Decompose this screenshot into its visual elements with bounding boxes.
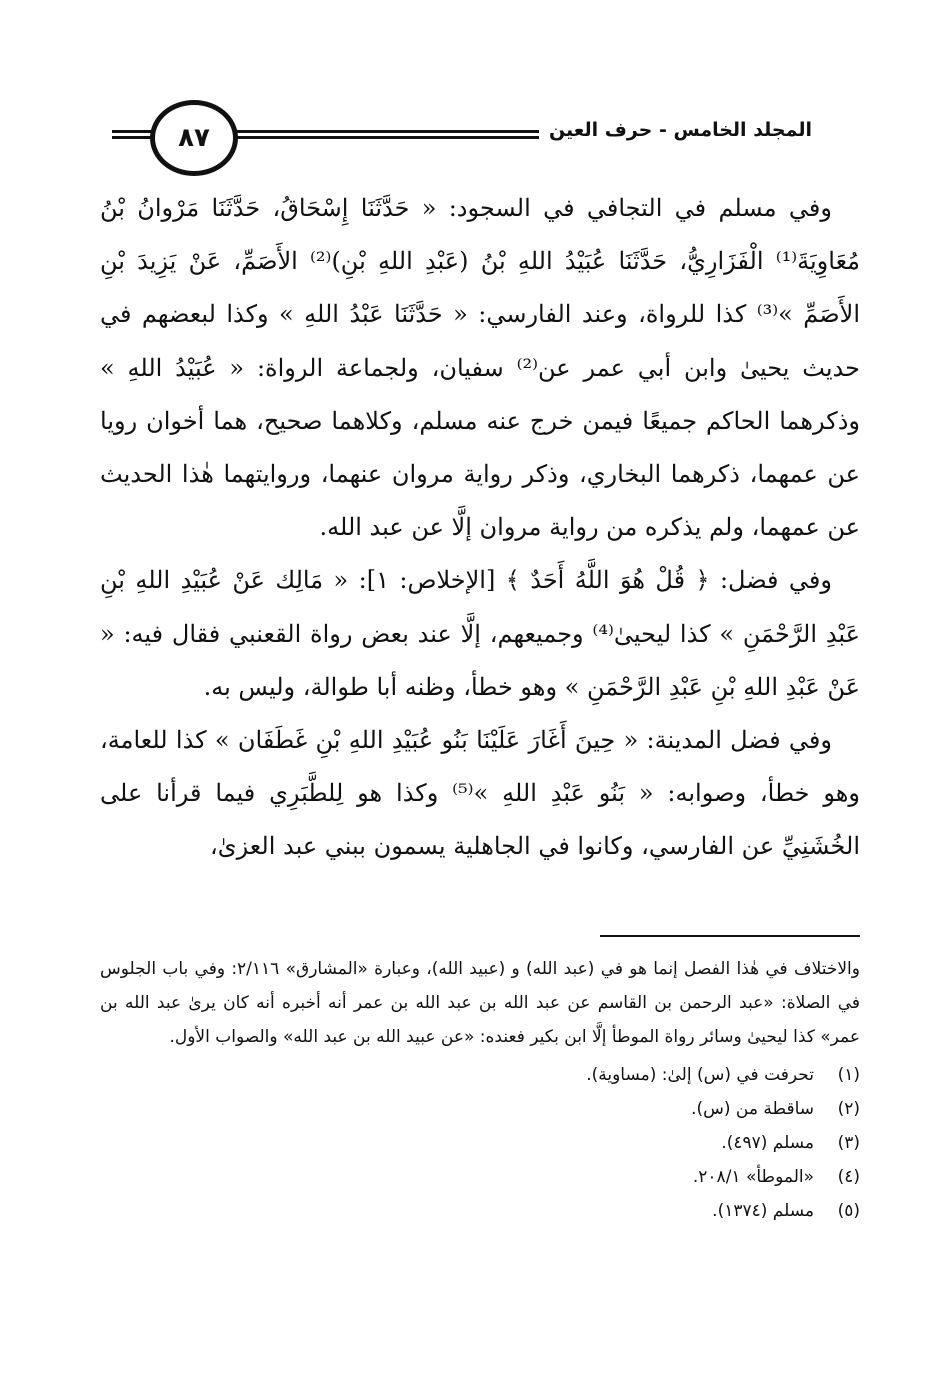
footnote-separator <box>600 935 860 937</box>
footnote-item <box>100 1126 860 1160</box>
paragraph-3: وفي فضل المدينة: « حِينَ أَغَارَ عَلَيْنَا بَنُو عُبَيْدِ اللهِ بْنِ غَطَفَان » كذا للعامة، وهو خطأ، وصوابه: « بَنُو عَبْدِ اللهِ »⁽⁵⁾ وكذا هو لِلطَّبَرِي فيما قرأنا على الخُشَنِيِّ عن الفارسي، وكانوا في الجاهلية يسمون ببني عبد العزىٰ، <box>100 726 860 861</box>
footnote-number: (٣) <box>837 1133 860 1153</box>
header-rule-left <box>112 130 154 133</box>
footnote-item <box>100 1194 860 1228</box>
footnotes <box>100 952 860 1228</box>
footnote-text: «الموطأ» ٢٠٨/١. <box>692 1167 814 1187</box>
footnote-item <box>100 1092 860 1126</box>
footnote-number: (٤) <box>837 1167 860 1187</box>
footnote-text: مسلم (١٣٧٤). <box>712 1201 814 1221</box>
footnote-number: (١) <box>837 1065 860 1085</box>
paragraph-2: وفي فضل: ﴿ قُلْ هُوَ اللَّهُ أَحَدٌ ﴾ [الإخلاص: ١]: « مَالِك عَنْ عُبَيْدِ اللهِ بْنِ عَبْدِ الرَّحْمَنِ » كذا ليحيىٰ⁽⁴⁾ وجميعهم، إلَّا عند بعض رواة القعنبي فقال فيه: « عَنْ عَبْدِ اللهِ بْنِ عَبْدِ الرَّحْمَنِ » وهو خطأ، وظنه أبا طوالة، وليس به. <box>100 566 860 701</box>
footnote-continuation: والاختلاف في هٰذا الفصل إنما هو في (عبد الله) و (عبيد الله)، وعبارة «المشارق» ٢/١١٦: وفي باب الجلوس في الصلاة: «عبد الرحمن بن القاسم عن عبد الله بن عبد الله بن عمر أنه أخبره أنه كان يرىٰ عبد الله بن عمر» كذا ليحيىٰ وسائر رواة الموطأ إلَّا ابن بكير فعنده: «عن عبيد الله بن عبد الله» والصواب الأول. <box>100 959 860 1047</box>
footnote-number: (٢) <box>837 1099 860 1119</box>
page-header <box>0 100 944 180</box>
footnote-item <box>100 1160 860 1194</box>
footnote-text: ساقطة من (س). <box>691 1099 814 1119</box>
page-number: ٨٧ <box>150 100 238 176</box>
footnote-list <box>100 1058 860 1228</box>
footnote-text: مسلم (٤٩٧). <box>721 1133 814 1153</box>
footnote-text: تحرفت في (س) إلىٰ: (مساوية). <box>586 1065 814 1085</box>
running-title: المجلد الخامس - حرف العين <box>539 119 822 141</box>
paragraph-1: وفي مسلم في التجافي في السجود: « حَدَّثَنَا إِسْحَاقُ، حَدَّثَنَا مَرْوانُ بْنُ مُعَاوِيَةَ⁽¹⁾ الْفَزَارِيُّ، حَدَّثَنَا عُبَيْدُ اللهِ بْنُ (عَبْدِ اللهِ بْنِ)⁽²⁾ الأَصَمِّ، عَنْ يَزِيدَ بْنِ الأَصَمِّ »⁽³⁾ كذا للرواة، وعند الفارسي: « حَدَّثَنَا عَبْدُ اللهِ » وكذا لبعضهم في حديث يحيىٰ وابن أبي عمر عن⁽²⁾ سفيان، ولجماعة الرواة: « عُبَيْدُ اللهِ » وذكرهما الحاكم جميعًا فيمن خرج عنه مسلم، وكلاهما صحيح، هما أخوان رويا عن عمهما، ذكرهما البخاري، وذكر رواية مروان عنهما، وروايتهما هٰذا الحديث عن عمهما، ولم يذكره من رواية مروان إلَّا عن عبد الله. <box>100 194 860 542</box>
main-text <box>100 182 860 874</box>
footnote-item <box>100 1058 860 1092</box>
footnote-number: (٥) <box>837 1201 860 1221</box>
header-rule-left-lower <box>112 136 154 139</box>
